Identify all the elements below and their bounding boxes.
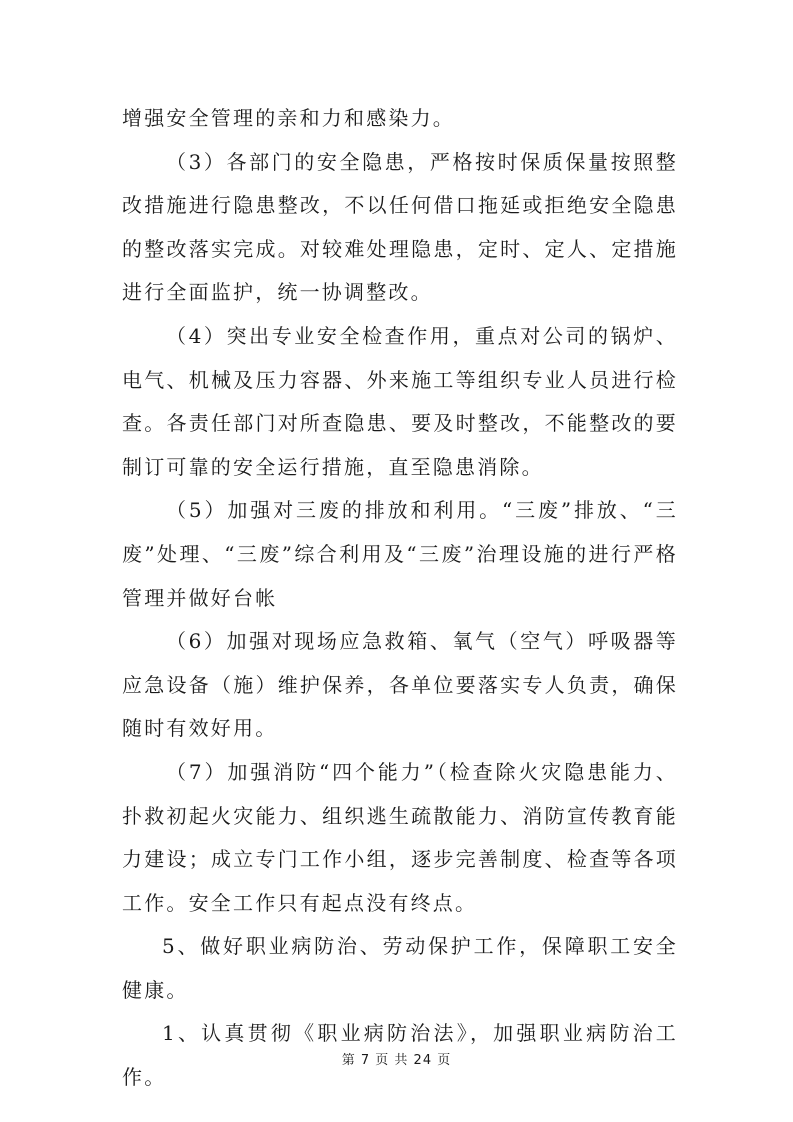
paragraph-item-6: （6）加强对现场应急救箱、氧气（空气）呼吸器等应急设备（施）维护保养，各单位要落实专人负责，确保随时有效好用。 [122, 629, 678, 741]
paragraph-continuation: 增强安全管理的亲和力和感染力。 [122, 106, 455, 130]
paragraph-item-7: （7）加强消防“四个能力”（检查除火灾隐患能力、扑救初起火灾能力、组织逃生疏散能力、消防宣传教育能力建设；成立专门工作小组，逐步完善制度、检查等各项工作。安全工作只有起点没有终点。 [122, 759, 678, 915]
section-heading-5: 5、做好职业病防治、劳动保护工作，保障职工安全健康。 [122, 934, 678, 1002]
document-body [122, 97, 678, 1100]
paragraph-item-3: （3）各部门的安全隐患，严格按时保质保量按照整改措施进行隐患整改，不以任何借口拖延或拒绝安全隐患的整改落实完成。对较难处理隐患，定时、定人、定措施进行全面监护，统一协调整改。 [122, 149, 678, 305]
page-number-footer: 第 7 页 共 24 页 [341, 1053, 452, 1068]
paragraph-item-5: （5）加强对三废的排放和利用。“三废”排放、“三废”处理、“三废”综合利用及“三废”治理设施的进行严格管理并做好台帐 [122, 498, 678, 610]
subsection-heading-1: 1、认真贯彻《职业病防治法》，加强职业病防治工作。 [122, 1021, 678, 1090]
paragraph-item-4: （4）突出专业安全检查作用，重点对公司的锅炉、电气、机械及压力容器、外来施工等组织专业人员进行检查。各责任部门对所查隐患、要及时整改，不能整改的要制订可靠的安全运行措施，直至隐患消除。 [122, 323, 678, 479]
